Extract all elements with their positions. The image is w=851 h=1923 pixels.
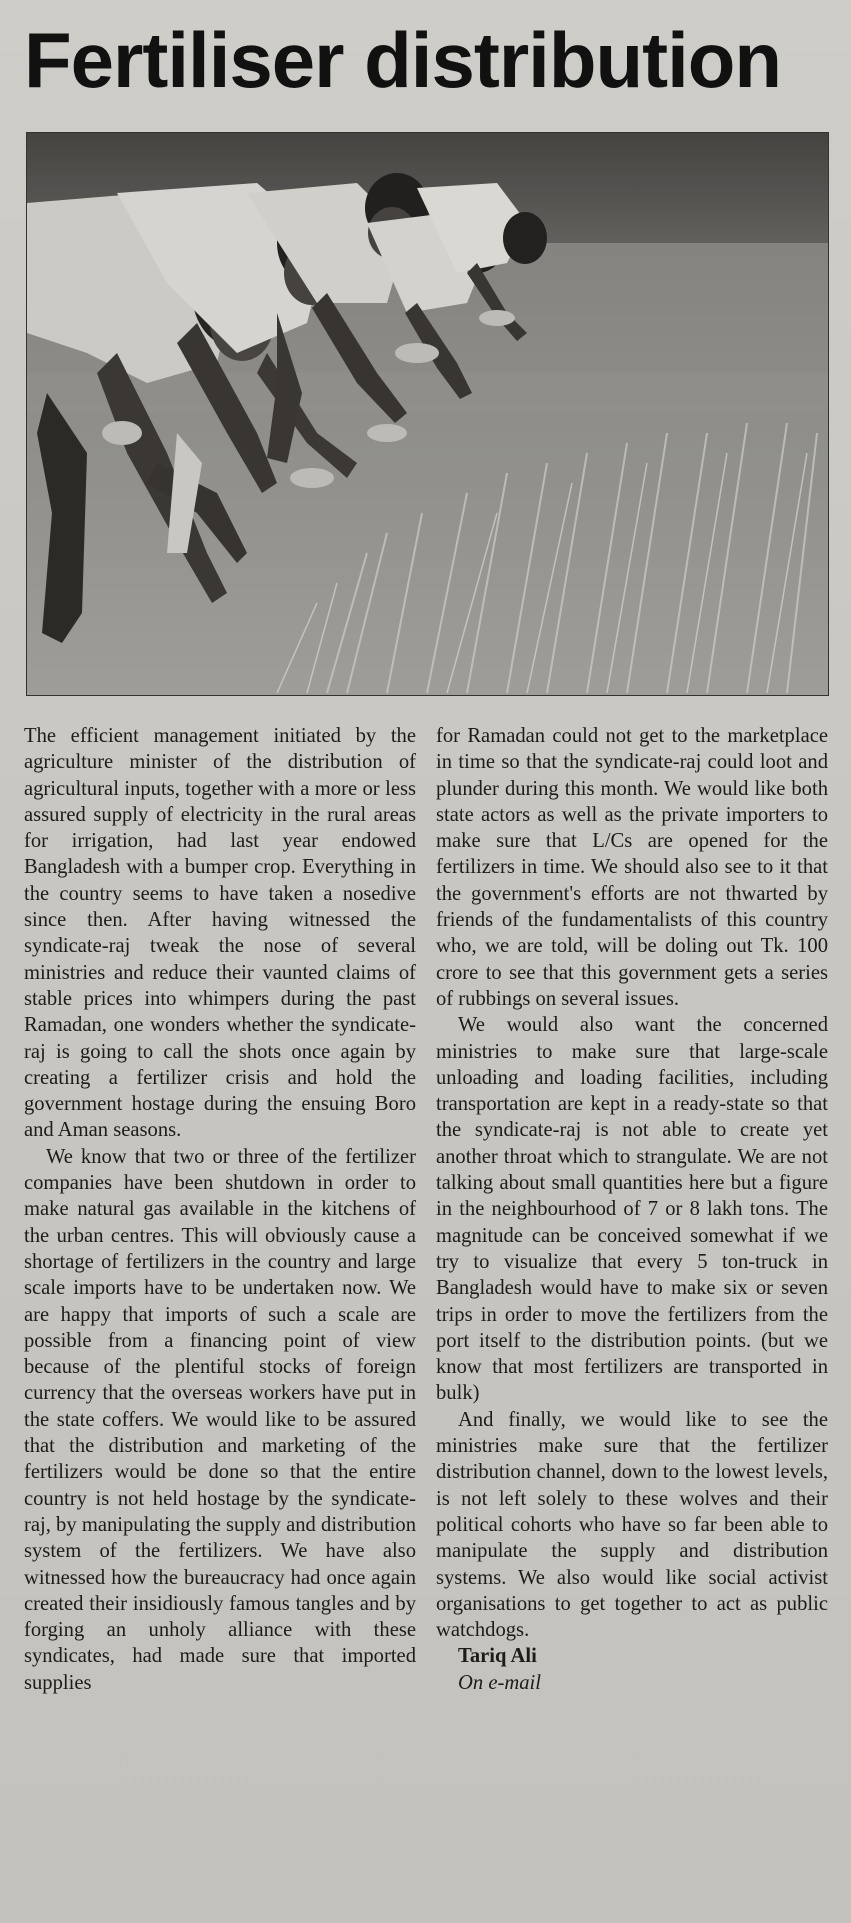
author-name: Tariq Ali <box>458 1645 537 1668</box>
author-source: On e-mail <box>458 1671 541 1694</box>
article-photo <box>26 132 829 696</box>
article-body <box>24 723 830 1918</box>
paragraph: And finally, we would like to see the ministries make sure that the fertilizer distribution channel, down to the lowest levels, is not left solely to these wolves and their political cohorts who have so far been able to manipulate the supply and distribution systems. We also would like social activist organisations to get together to act as public watchdogs. <box>436 1408 828 1642</box>
paragraph: We know that two or three of the fertilizer companies have been shutdown in order to make natural gas available in the kitchens of the urban centres. This will obviously cause a shortage of fertilizers in the country and large scale imports have to be undertaken now. We are happy that imports of such a scale are possible from a financing point of view because of the plentiful stocks of foreign currency that the overseas workers have put in the state coffers. We would like to be assured that the distribution and marketing of the fertilizers would be done so that the entire country is not held hostage by the syndicate-raj, by manipulating the supply and distribution system of the fertilizers. We have also witnessed how the bureaucracy had once again created their insidiously famous tangles and by forging an unholy alliance with these syndicates, had made sure that imported supplies <box>24 1145 416 1694</box>
article-column-left <box>24 723 416 1696</box>
paragraph: We would also want the concerned ministries to make sure that large-scale unloading and loading facilities, including transportation are kept in a ready-state so that the syndicate-raj is not able to create yet another throat which to strangulate. We are not talking about small quantities here but a figure in the neighbourhood of 7 or 8 lakh tons. The magnitude can be conceived somewhat if we try to visualize that every 5 ton-truck in Bangladesh would have to make six or seven trips in order to move the fertilizers from the port itself to the distribution points. (but we know that most fertilizers are transported in bulk) <box>436 1014 828 1405</box>
paragraph: for Ramadan could not get to the marketplace in time so that the syndicate-raj could loot and plunder during this month. We would like both state actors as well as the private importers to make sure that L/Cs are opened for the fertilizers in time. We should also see to it that the government's efforts are not thwarted by friends of the fundamentalists of this country who, we are told, will be doling out Tk. 100 crore to see that this government gets a series of rubbings on several issues. <box>436 725 828 1010</box>
paragraph: The efficient management initiated by the agriculture minister of the distribution of agricultural inputs, together with a more or less assured supply of electricity in the rural areas for irrigation, had last year endowed Bangladesh with a bumper crop. Everything in the country seems to have taken a nosedive since then. After having witnessed the syndicate-raj tweak the nose of several ministries and reduce their vaunted claims of stable prices into whimpers during the past Ramadan, one wonders whether the syndicate-raj is going to call the shots once again by creating a fertilizer crisis and hold the government hostage during the ensuing Boro and Aman seasons. <box>24 725 416 1142</box>
article-headline: Fertiliser distribution <box>24 16 782 104</box>
article-column-right <box>436 723 828 1696</box>
farmers-transplanting-rice-photo <box>27 133 828 695</box>
